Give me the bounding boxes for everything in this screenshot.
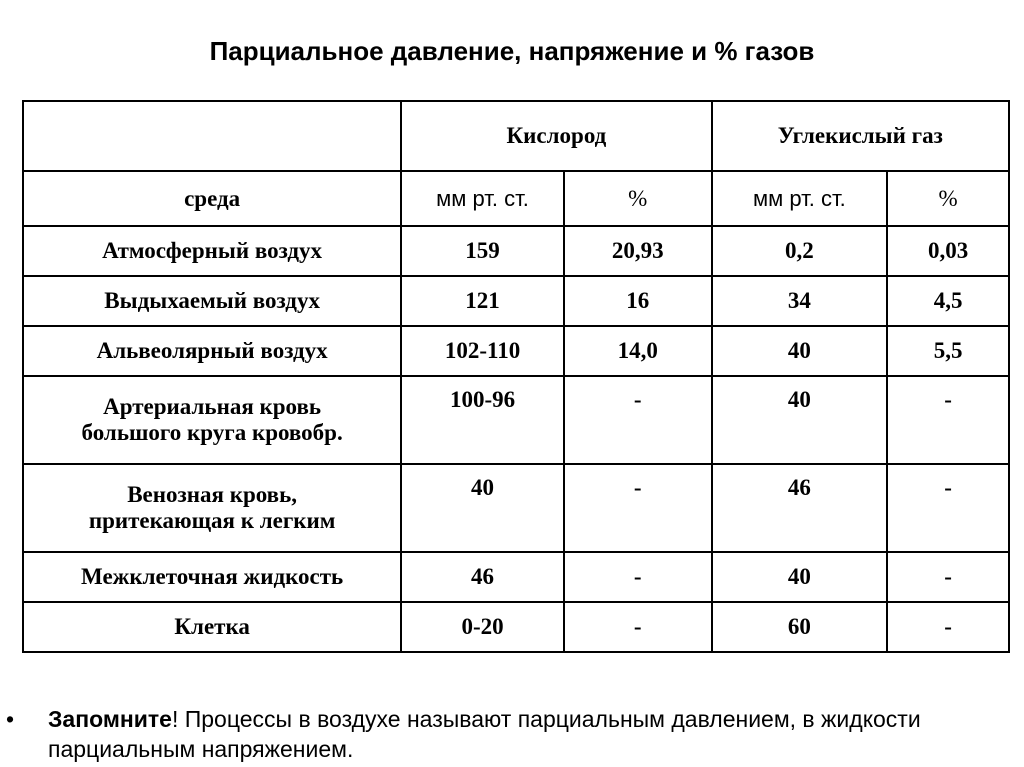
co2-mm-header: мм рт. ст. — [712, 171, 888, 226]
o2-pct-cell: 20,93 — [564, 226, 712, 276]
table-row — [23, 326, 1009, 376]
o2-pct-cell: 14,0 — [564, 326, 712, 376]
bullet-icon: • — [6, 706, 15, 732]
co2-mm-cell: 40 — [712, 376, 888, 464]
o2-pct-cell: 16 — [564, 276, 712, 326]
note-exclaim: ! — [171, 706, 179, 732]
o2-mm-header: мм рт. ст. — [401, 171, 564, 226]
table-row — [23, 226, 1009, 276]
note-emphasis: Запомните — [48, 706, 172, 732]
co2-pct-cell: - — [887, 376, 1009, 464]
medium-cell — [23, 552, 401, 602]
oxygen-header: Кислород — [401, 101, 711, 171]
medium-cell — [23, 376, 401, 464]
note-body: Процессы в воздухе называют парциальным давлением, в жидкости парциальным напряжением. — [48, 706, 921, 762]
o2-pct-cell: - — [564, 376, 712, 464]
medium-cell — [23, 326, 401, 376]
medium-cell — [23, 226, 401, 276]
o2-mm-cell: 159 — [401, 226, 564, 276]
medium-cell — [23, 602, 401, 652]
co2-mm-cell: 46 — [712, 464, 888, 552]
medium-line: притекающая к легким — [88, 508, 336, 533]
page-title: Парциальное давление, напряжение и % газов — [209, 36, 815, 66]
co2-pct-cell: 5,5 — [887, 326, 1009, 376]
co2-mm-cell: 34 — [712, 276, 888, 326]
co2-header: Углекислый газ — [712, 101, 1009, 171]
table-row — [23, 464, 1009, 552]
medium-header: среда — [23, 171, 401, 226]
co2-mm-cell: 60 — [712, 602, 888, 652]
co2-pct-cell: - — [887, 552, 1009, 602]
o2-mm-cell: 40 — [401, 464, 564, 552]
subheader-row — [23, 171, 1009, 226]
medium-line: Альвеолярный воздух — [96, 338, 328, 363]
o2-pct-header: % — [564, 171, 712, 226]
medium-line: Межклеточная жидкость — [81, 564, 344, 589]
co2-mm-cell: 40 — [712, 326, 888, 376]
co2-mm-cell: 0,2 — [712, 226, 888, 276]
o2-pct-cell: - — [564, 552, 712, 602]
co2-pct-header: % — [887, 171, 1009, 226]
o2-pct-cell: - — [564, 602, 712, 652]
medium-line: Артериальная кровь — [103, 394, 322, 419]
o2-pct-cell: - — [564, 464, 712, 552]
co2-pct-cell: - — [887, 602, 1009, 652]
medium-line: Клетка — [174, 614, 250, 639]
medium-cell — [23, 464, 401, 552]
co2-pct-cell: - — [887, 464, 1009, 552]
co2-pct-cell: 4,5 — [887, 276, 1009, 326]
medium-line: большого круга кровобр. — [81, 420, 343, 445]
co2-pct-cell: 0,03 — [887, 226, 1009, 276]
o2-mm-cell: 102-110 — [401, 326, 564, 376]
medium-line: Венозная кровь, — [127, 482, 298, 507]
o2-mm-cell: 46 — [401, 552, 564, 602]
corner-cell — [23, 101, 401, 171]
medium-cell — [23, 276, 401, 326]
table-row — [23, 276, 1009, 326]
group-header-row — [23, 101, 1009, 171]
table-row — [23, 552, 1009, 602]
o2-mm-cell: 100-96 — [401, 376, 564, 464]
gas-table — [22, 100, 1010, 653]
o2-mm-cell: 0-20 — [401, 602, 564, 652]
note-text — [48, 704, 1018, 764]
table-row — [23, 602, 1009, 652]
o2-mm-cell: 121 — [401, 276, 564, 326]
table-row — [23, 376, 1009, 464]
co2-mm-cell: 40 — [712, 552, 888, 602]
medium-line: Выдыхаемый воздух — [104, 288, 320, 313]
medium-line: Атмосферный воздух — [102, 238, 323, 263]
